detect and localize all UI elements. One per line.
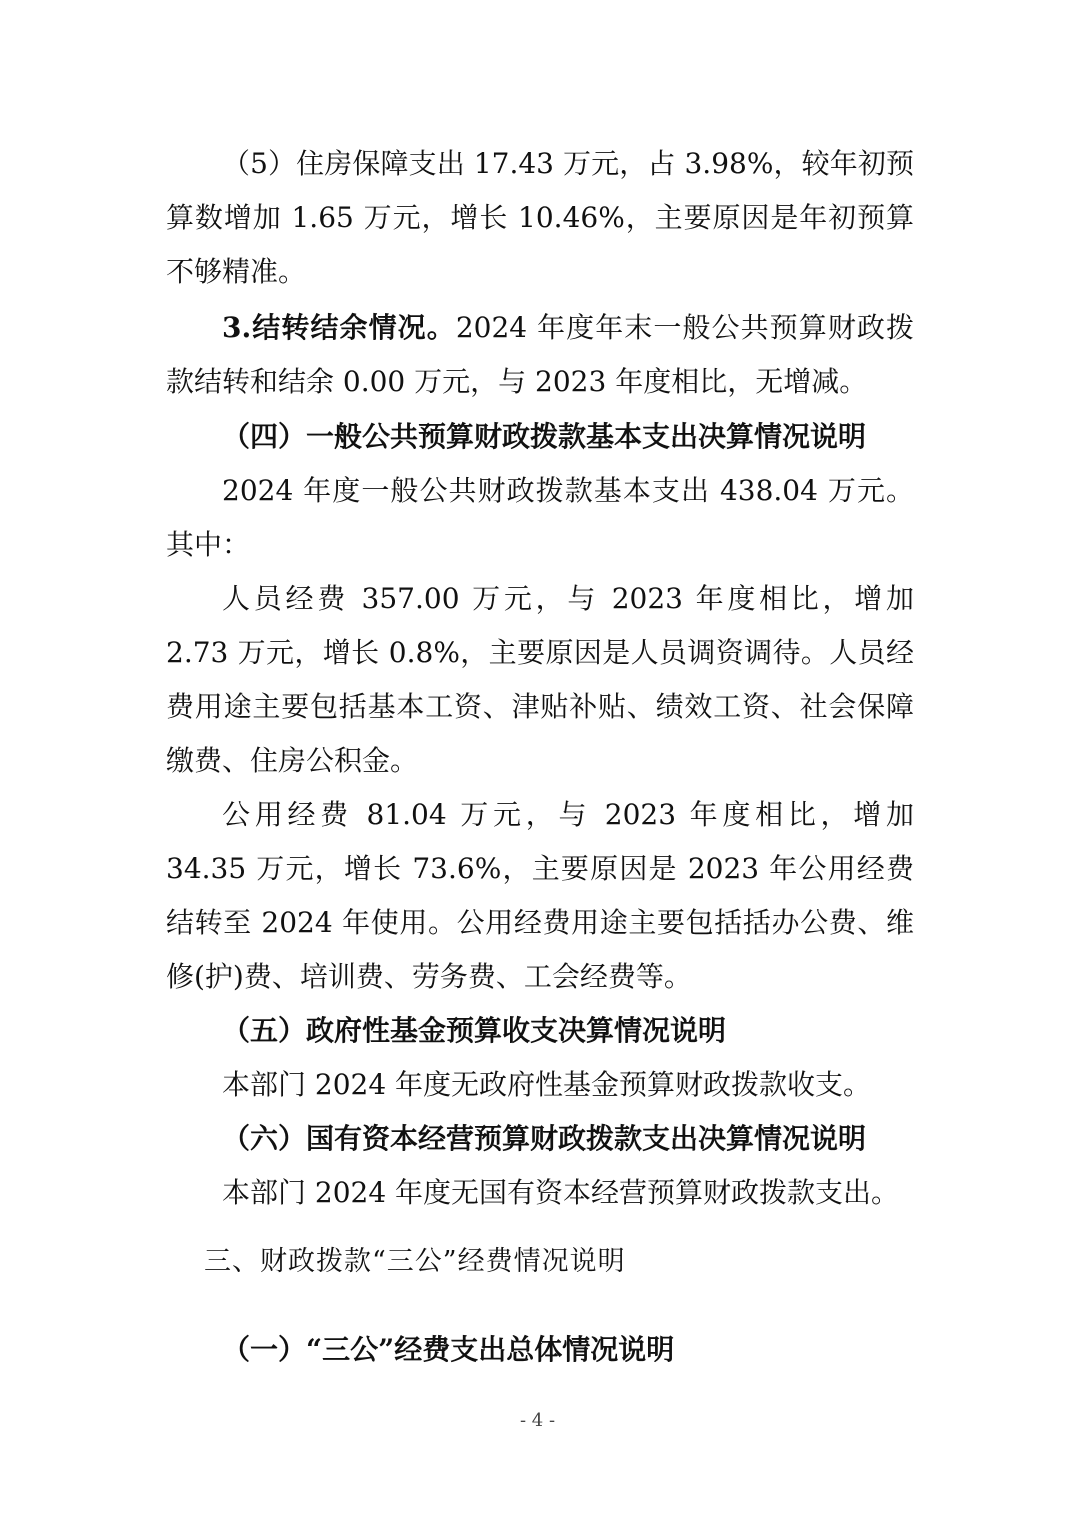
section-three-title: 三、财政拨款“三公”经费情况说明 — [204, 1246, 626, 1277]
paragraph-basic-total: 2024 年度一般公共财政拨款基本支出 438.04 万元。其中： — [166, 474, 914, 561]
heading-basic-expenditure: （四）一般公共预算财政拨款基本支出决算情况说明 — [222, 420, 867, 453]
paragraph-gov-fund: 本部门 2024 年度无政府性基金预算财政拨款收支。 — [222, 1068, 872, 1101]
carryover-text: 2024 年度年末一般公共预算财政拨款结转和结余 0.00 万元，与 2023 年度相比，无增减。 — [166, 311, 914, 398]
paragraph-public-expenses: 公用经费 81.04 万元，与 2023 年度相比，增加 34.35 万元，增长 73.6%，主要原因是 2023 年公用经费结转至 2024 年使用。公用经费用途主要包括括办公费、维修(护)费、培训费、劳务费、工会经费等。 — [166, 798, 914, 993]
paragraph-state-capital: 本部门 2024 年度无国有资本经营预算财政拨款支出。 — [222, 1176, 900, 1209]
paragraph-carryover — [166, 301, 914, 409]
paragraph-personnel-expenses: 人员经费 357.00 万元，与 2023 年度相比，增加 2.73 万元，增长 0.8%，主要原因是人员调资调待。人员经费用途主要包括基本工资、津贴补贴、绩效工资、社会保障缴费、住房公积金。 — [166, 582, 914, 777]
heading-state-capital: （六）国有资本经营预算财政拨款支出决算情况说明 — [222, 1122, 867, 1155]
page-number: - 4 - — [519, 1410, 556, 1431]
carryover-label: 3.结转结余情况。 — [222, 311, 456, 344]
subheading-three-public-overview: （一）“三公”经费支出总体情况说明 — [222, 1333, 675, 1366]
heading-gov-fund: （五）政府性基金预算收支决算情况说明 — [222, 1014, 727, 1047]
paragraph-housing-expenditure: （5）住房保障支出 17.43 万元，占 3.98%，较年初预算数增加 1.65 万元，增长 10.46%，主要原因是年初预算不够精准。 — [166, 147, 914, 288]
